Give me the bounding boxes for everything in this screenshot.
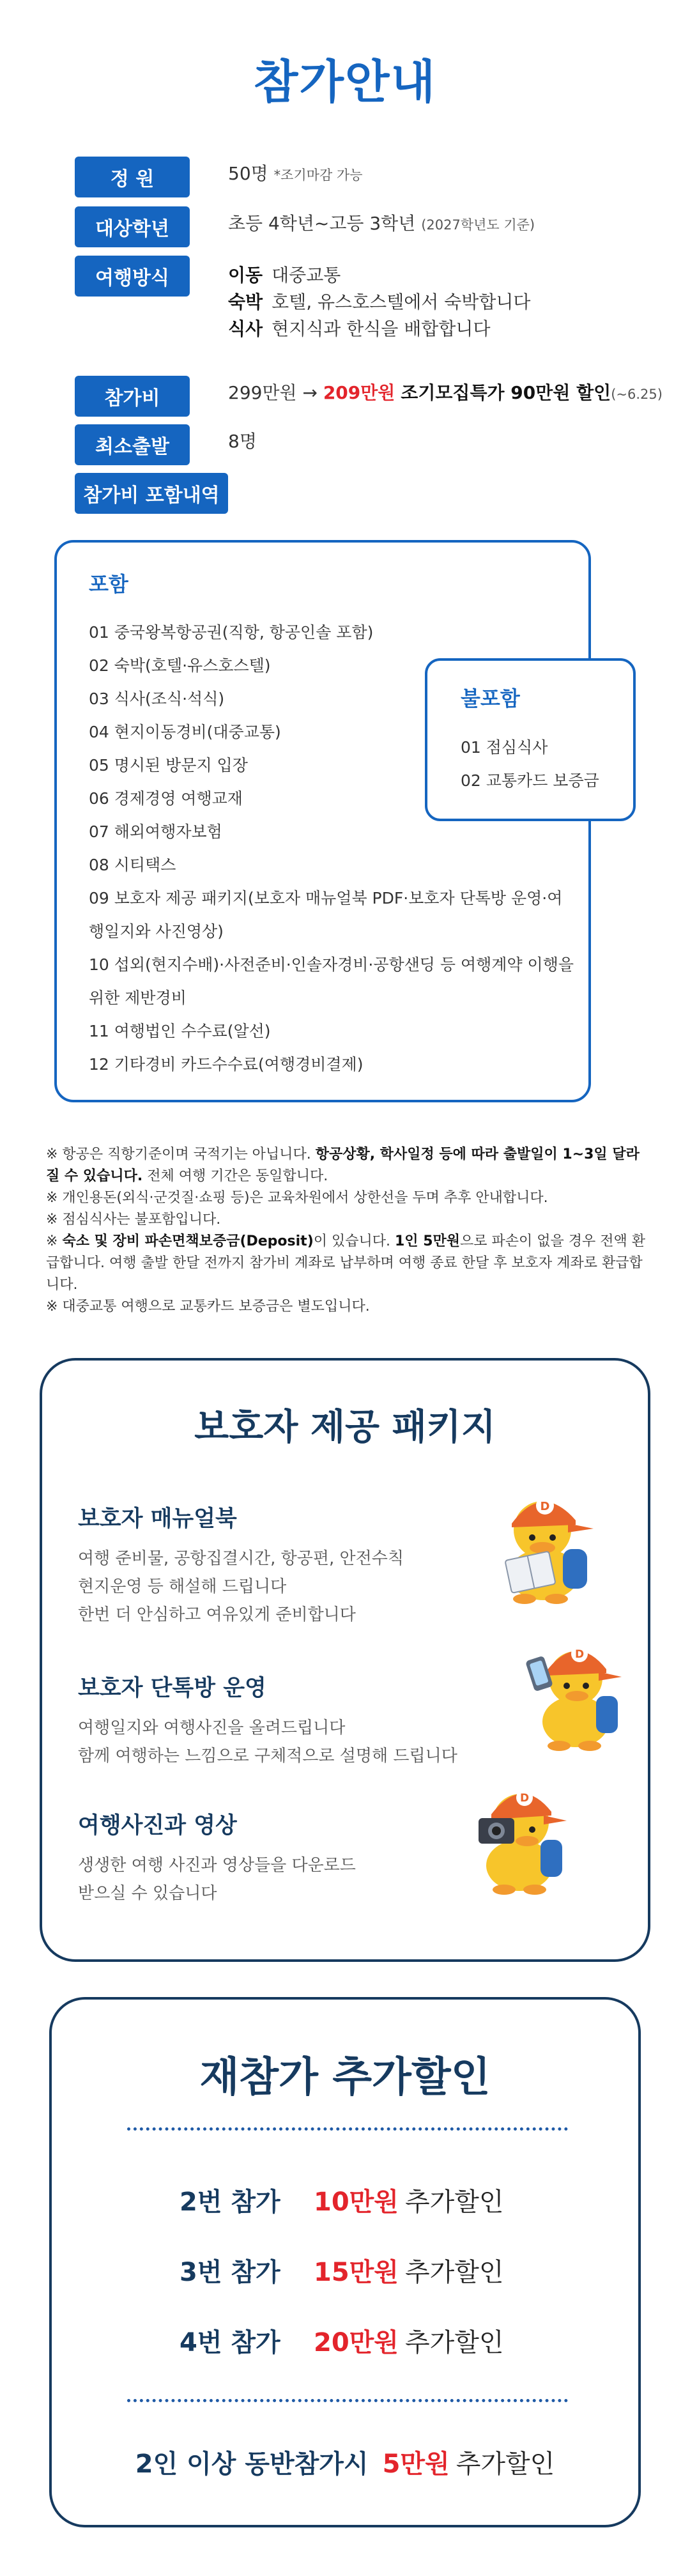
duck-phone-icon: [518, 1632, 627, 1754]
rejoin-title: 재참가 추가할인: [199, 2054, 491, 2101]
package-title: 보호자 제공 패키지: [194, 1407, 496, 1448]
list-item: 06 경제경영 여행교재: [89, 789, 243, 808]
info-capacity: [75, 157, 363, 197]
package-item-title: 보호자 매뉴얼북: [78, 1506, 237, 1532]
divider: [127, 2399, 568, 2402]
fee-deadline: (~6.25): [611, 387, 663, 402]
list-item: 05 명시된 방문지 입장: [89, 756, 248, 775]
list-item: 03 식사(조식·석식): [89, 690, 225, 708]
info-included-label: [75, 473, 228, 514]
note-3: ※ 점심식사는 불포함입니다.: [46, 1212, 221, 1228]
target-note: (2027학년도 기준): [421, 217, 535, 233]
package-item-manual: 보호자 매뉴얼북 여행 준비물, 공항집결시간, 항공편, 안전수칙 현지운영 등 해설해 드립니다 한번 더 안심하고 여유있게 준비합니다: [78, 1501, 487, 1629]
note-1: ※ 항공은 직항기준이며 국적기는 아닙니다. 항공상황, 학사일정 등에 따라 출발일이 1~3일 달라질 수 있습니다. 전체 여행 기간은 동일합니다.: [46, 1146, 640, 1184]
note-5: ※ 대중교통 여행으로 교통카드 보증금은 별도입니다.: [46, 1299, 370, 1315]
fee-original: 299만원 →: [228, 382, 318, 403]
excluded-box: [425, 658, 636, 821]
capacity-badge: 정 원: [75, 157, 190, 197]
package-item-title: 여행사진과 영상: [78, 1813, 237, 1839]
duck-reading-icon: [486, 1479, 601, 1607]
list-item: 02 숙박(호텔·유스호스텔): [89, 656, 271, 675]
list-item: 08 시티택스: [89, 856, 176, 874]
info-fee: [75, 376, 663, 417]
list-item: 04 현지이동경비(대중교통): [89, 723, 281, 741]
package-box: [40, 1358, 650, 1962]
notes: [46, 1144, 653, 1318]
package-item-photo: 여행사진과 영상 생생한 여행 사진과 영상들을 다운로드 받으실 수 있습니다: [78, 1808, 487, 1908]
package-item-chat: 보호자 단톡방 운영 여행일지와 여행사진을 올려드립니다 함께 여행하는 느낌으로 구체적으로 설명해 드립니다: [78, 1670, 487, 1770]
target-badge: 대상학년: [75, 206, 190, 247]
capacity-value: 50명: [228, 163, 268, 184]
info-min: [75, 424, 257, 465]
travel-row-lodging: 숙박 호텔, 유스호스텔에서 숙박합니다: [228, 291, 531, 312]
info-target: [75, 206, 535, 247]
rejoin-row-3: 3번 참가 15만원 추가할인: [180, 2258, 504, 2287]
target-value: 초등 4학년~고등 3학년: [228, 213, 416, 234]
list-item: 10 섭외(현지수배)·사전준비·인솔자경비·공항샌딩 등 여행계약 이행을 위한 제반경비: [89, 955, 574, 1007]
list-item: 12 기타경비 카드수수료(여행경비결제): [89, 1055, 364, 1074]
list-item: 01 중국왕복항공권(직항, 항공인솔 포함): [89, 623, 374, 642]
list-item: 02 교통카드 보증금: [461, 771, 599, 790]
duck-camera-icon: [461, 1770, 576, 1897]
rejoin-companion: 2인 이상 동반참가시 5만원 추가할인: [135, 2449, 555, 2479]
min-badge: 최소출발: [75, 424, 190, 465]
svg-text:D: D: [519, 1792, 530, 1805]
travel-badge: 여행방식: [75, 256, 190, 297]
fee-badge: 참가비: [75, 376, 190, 417]
rejoin-row-4: 4번 참가 20만원 추가할인: [180, 2328, 504, 2357]
excluded-list: [461, 731, 599, 798]
svg-text:D: D: [540, 1500, 550, 1513]
divider: [127, 2127, 568, 2131]
note-4: ※ 숙소 및 장비 파손면책보증금(Deposit)이 있습니다. 1인 5만원으로 파손이 없을 경우 전액 환급합니다. 여행 출발 한달 전까지 참가비 계좌로 납부하며 여행 종료 한달 후 보호자 계좌로 환급합니다.: [46, 1233, 646, 1293]
travel-row-transport: 이동 대중교통: [228, 265, 341, 286]
list-item: 01 점심식사: [461, 738, 548, 757]
package-item-title: 보호자 단톡방 운영: [78, 1676, 266, 1701]
rejoin-row-2: 2번 참가 10만원 추가할인: [180, 2187, 504, 2217]
included-title: 포함: [89, 572, 128, 596]
travel-row-meal: 식사 현지식과 한식을 배합합니다: [228, 318, 491, 339]
fee-discounted: 209만원: [323, 382, 395, 403]
included-badge: 참가비 포함내역: [75, 473, 228, 514]
included-box: [54, 540, 591, 1102]
fee-promo: 조기모집특가 90만원 할인: [401, 382, 611, 403]
list-item: 11 여행법인 수수료(알선): [89, 1022, 271, 1040]
list-item: 09 보호자 제공 패키지(보호자 매뉴얼북 PDF·보호자 단톡방 운영·여행일지와 사진영상): [89, 889, 563, 941]
rejoin-box: [49, 1997, 641, 2527]
list-item: 07 해외여행자보험: [89, 822, 222, 841]
note-2: ※ 개인용돈(외식·군것질·쇼핑 등)은 교육차원에서 상한선을 두며 추후 안내합니다.: [46, 1190, 548, 1206]
min-value: 8명: [228, 431, 257, 452]
svg-text:D: D: [574, 1648, 585, 1661]
capacity-note: *조기마감 가능: [273, 167, 363, 183]
info-travel: [75, 256, 530, 343]
excluded-title: 불포함: [461, 686, 520, 711]
page-title: 참가안내: [253, 55, 437, 109]
